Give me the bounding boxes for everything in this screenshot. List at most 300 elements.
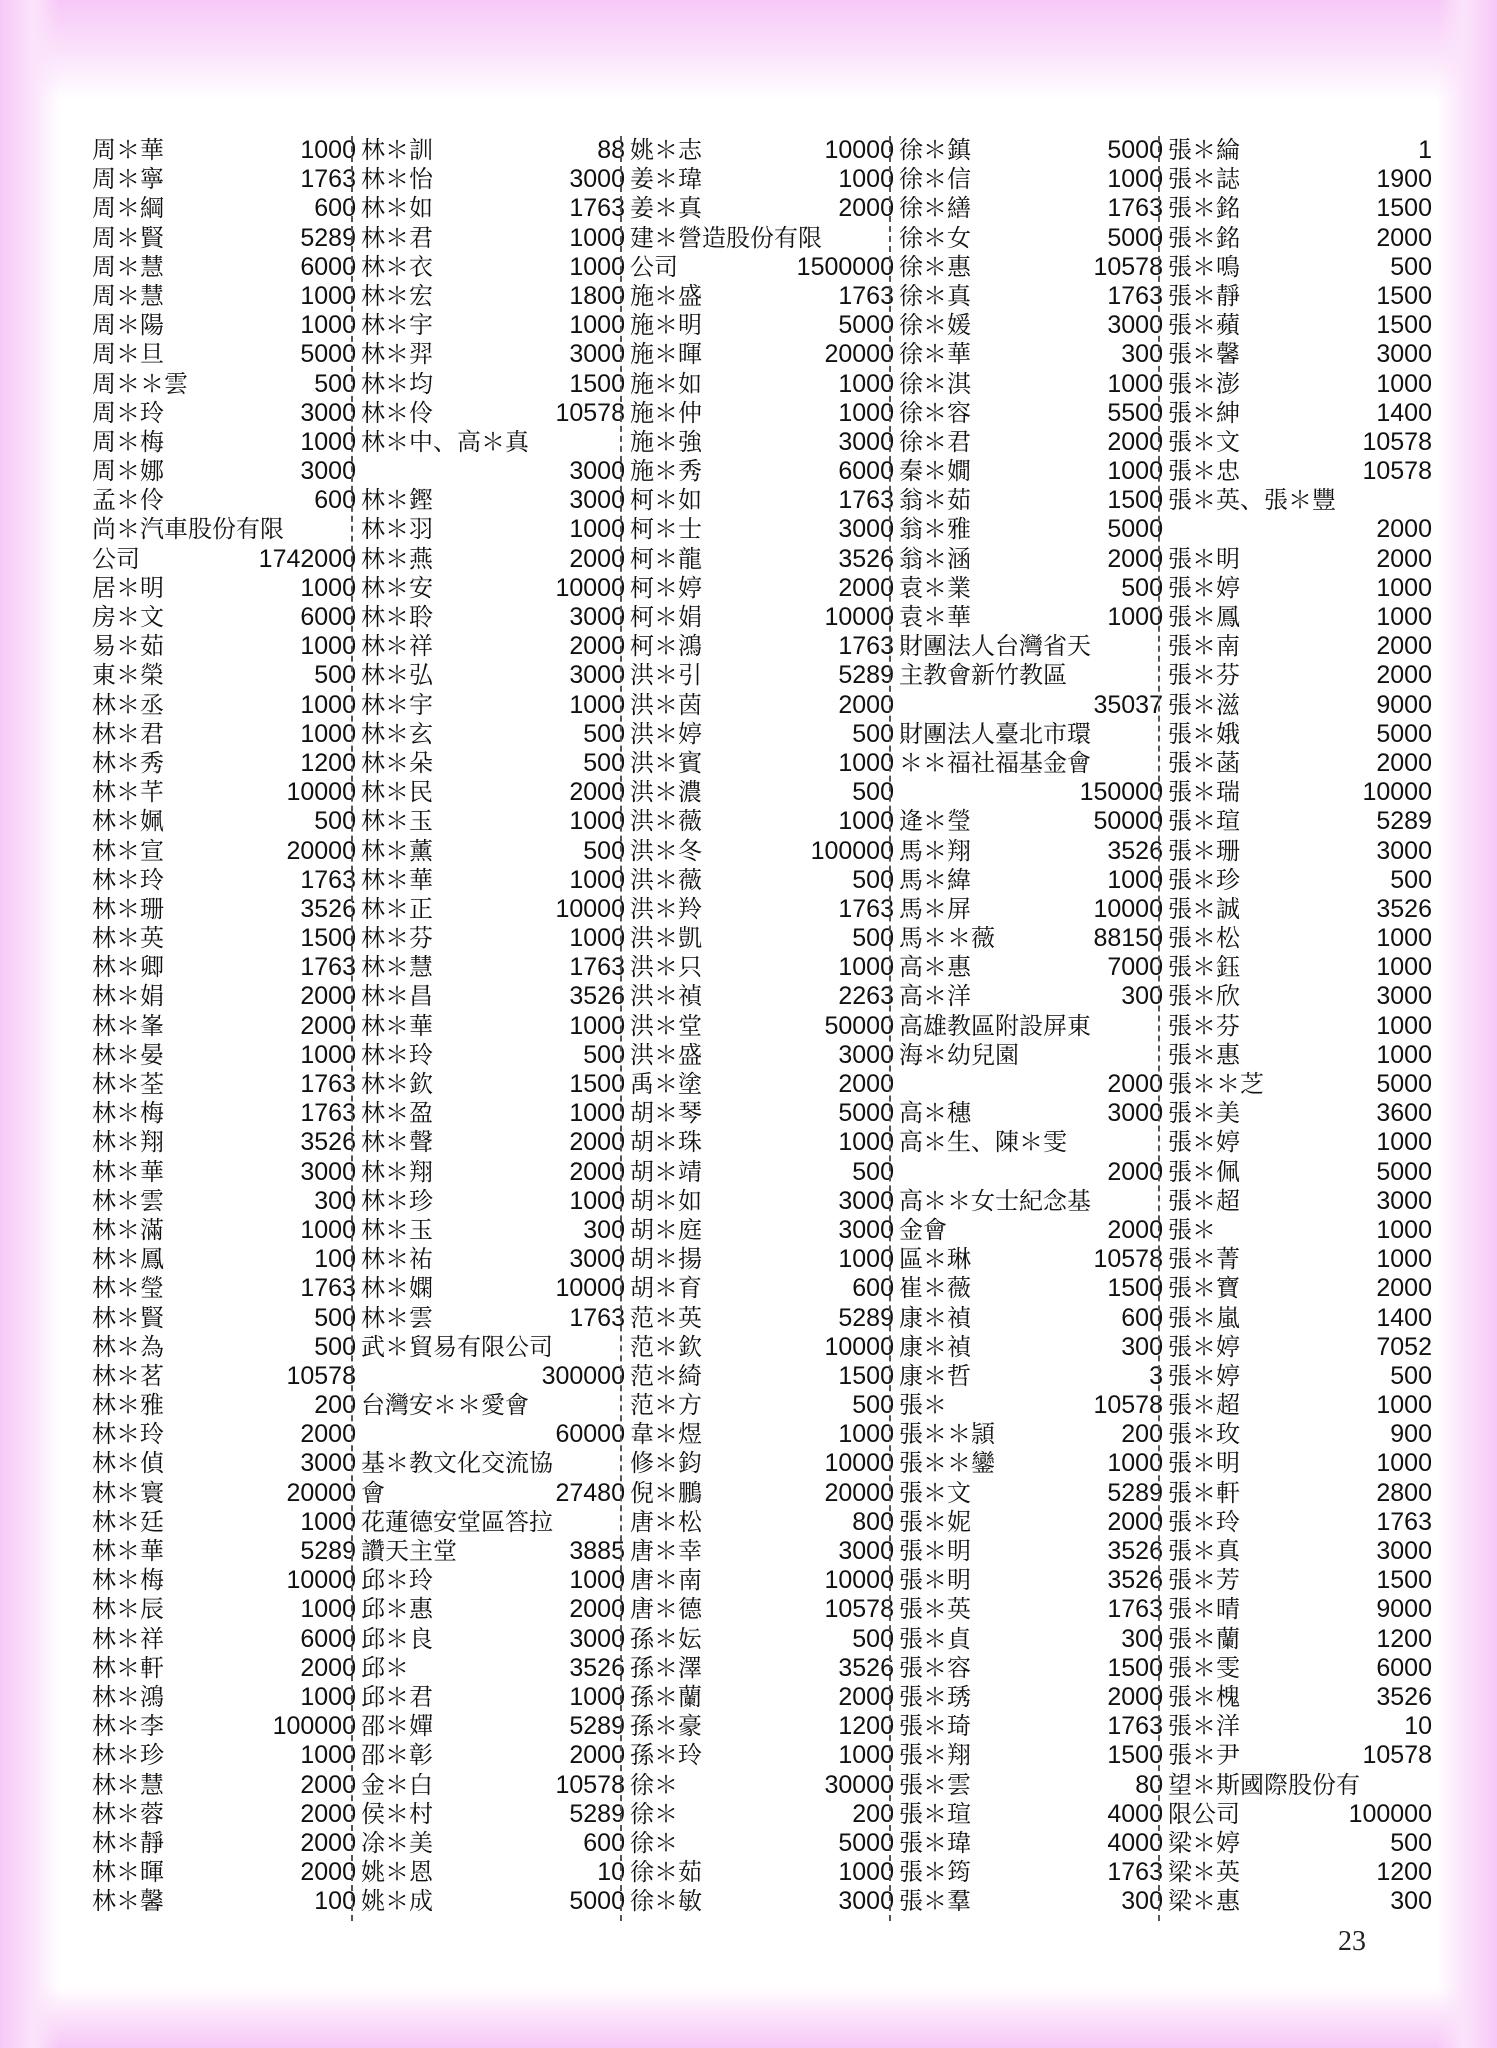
- donor-row: [92, 866, 356, 895]
- donation-amount: 1000: [838, 807, 894, 836]
- donor-row: [899, 1070, 1163, 1099]
- donor-row: [361, 1041, 625, 1070]
- donor-row: [899, 749, 1163, 778]
- donor-name: 張＊婷: [1168, 573, 1240, 602]
- donor-name: 張＊瑋: [899, 1828, 971, 1857]
- donation-amount: 3: [1149, 1361, 1163, 1390]
- donor-row: [361, 1537, 625, 1566]
- donation-amount: 1000: [1376, 1245, 1432, 1274]
- donor-row: [361, 1362, 625, 1391]
- donor-name: 林＊怡: [361, 165, 433, 194]
- donor-name: 張＊＊芝: [1168, 1070, 1264, 1098]
- donation-amount: 2000: [1107, 1157, 1163, 1186]
- donation-amount: 7052: [1376, 1332, 1432, 1361]
- donor-name: 張＊美: [1168, 1099, 1240, 1128]
- donor-row: [630, 1683, 894, 1712]
- donor-row: [1168, 1508, 1432, 1537]
- donation-amount: 3000: [569, 340, 625, 369]
- donor-name: 孟＊伶: [92, 486, 164, 515]
- donor-name: 施＊明: [630, 311, 702, 340]
- donor-row: [361, 1566, 625, 1595]
- donation-amount: 500: [1390, 1361, 1432, 1390]
- donation-amount: 3000: [569, 165, 625, 194]
- donor-name: 林＊薰: [361, 836, 433, 865]
- donation-amount: 1500: [300, 924, 356, 953]
- donor-row: [92, 1070, 356, 1099]
- donor-name: 柯＊鴻: [630, 632, 702, 661]
- donor-name: 徐＊: [630, 1799, 678, 1828]
- donation-amount: 2000: [300, 1858, 356, 1887]
- donor-name: 林＊梅: [92, 1566, 164, 1595]
- donor-row: [1168, 603, 1432, 632]
- donor-row: [361, 982, 625, 1011]
- donation-amount: 10578: [1362, 427, 1432, 456]
- donor-name: 邱＊君: [361, 1682, 433, 1711]
- donor-name: 馬＊翔: [899, 836, 971, 865]
- donor-name: 張＊南: [1168, 632, 1240, 661]
- donor-name: 林＊慧: [361, 953, 433, 982]
- donor-row: [361, 1391, 625, 1420]
- donor-name: 凃＊美: [361, 1828, 433, 1857]
- donor-name: 林＊鳳: [92, 1245, 164, 1274]
- donor-name: 林＊均: [361, 369, 433, 398]
- donor-name: 徐＊繕: [899, 194, 971, 223]
- donation-amount: 2000: [1376, 223, 1432, 252]
- donor-row: [361, 1187, 625, 1216]
- donor-row: [1168, 895, 1432, 924]
- donor-row: [92, 1479, 356, 1508]
- donation-amount: 1000: [300, 719, 356, 748]
- donor-row: [92, 1829, 356, 1858]
- donor-name: 胡＊如: [630, 1186, 702, 1215]
- donor-row: [92, 1128, 356, 1157]
- donor-name: 張＊瑄: [899, 1799, 971, 1828]
- donation-amount: 500: [1390, 1828, 1432, 1857]
- donor-name: 徐＊媛: [899, 311, 971, 340]
- donor-name: 張＊芬: [1168, 1011, 1240, 1040]
- donor-name: 張＊珊: [1168, 836, 1240, 865]
- donor-name: 張＊寶: [1168, 1274, 1240, 1303]
- donor-row: [899, 1887, 1163, 1916]
- donor-row: [1168, 691, 1432, 720]
- donor-row: [1168, 1771, 1432, 1800]
- donor-row: [899, 545, 1163, 574]
- donation-amount: 6000: [838, 457, 894, 486]
- donor-row: [630, 1128, 894, 1157]
- frame-bottom-gradient: [0, 1988, 1497, 2048]
- donation-amount: 1763: [300, 165, 356, 194]
- donor-name: 張＊芬: [1168, 661, 1240, 690]
- donation-amount: 1000: [300, 1507, 356, 1536]
- donor-row: [92, 1508, 356, 1537]
- donor-row: [1168, 1158, 1432, 1187]
- donor-name: 林＊民: [361, 778, 433, 807]
- donation-amount: 2000: [300, 1653, 356, 1682]
- donor-row: [630, 632, 894, 661]
- donation-amount: 2000: [838, 194, 894, 223]
- donation-amount: 3526: [300, 894, 356, 923]
- donation-amount: 1763: [1107, 281, 1163, 310]
- donor-row: [361, 953, 625, 982]
- donor-row: [630, 282, 894, 311]
- donor-name: 洪＊堂: [630, 1011, 702, 1040]
- donation-amount: 100000: [272, 1712, 356, 1741]
- donor-row: [1168, 486, 1432, 515]
- donation-amount: 2000: [1376, 632, 1432, 661]
- donor-row: [92, 807, 356, 836]
- donation-amount: 1763: [1107, 1858, 1163, 1887]
- donor-name: 張＊婷: [1168, 1361, 1240, 1390]
- donation-amount: 3000: [1107, 311, 1163, 340]
- donor-name: 張＊文: [899, 1478, 971, 1507]
- donor-name: 張＊紳: [1168, 398, 1240, 427]
- donation-amount: 500: [852, 865, 894, 894]
- donation-amount: 3000: [838, 515, 894, 544]
- donor-row: [899, 1420, 1163, 1449]
- donor-name: 林＊鏗: [361, 486, 433, 515]
- donor-name: 韋＊煜: [630, 1420, 702, 1449]
- donor-row: [92, 1420, 356, 1449]
- donation-amount: 1763: [838, 486, 894, 515]
- donor-row: [899, 1829, 1163, 1858]
- donor-column-1: [92, 136, 356, 1921]
- donation-amount: 10: [1404, 1712, 1432, 1741]
- donor-name: 林＊玲: [361, 1040, 433, 1069]
- donor-name: 徐＊: [630, 1828, 678, 1857]
- donation-amount: 1000: [569, 690, 625, 719]
- donation-amount: 10578: [1093, 1245, 1163, 1274]
- donation-amount: 10000: [286, 778, 356, 807]
- donor-name: 張＊綸: [1168, 136, 1240, 164]
- donor-row: [361, 866, 625, 895]
- donor-row: [92, 924, 356, 953]
- donation-amount: 6000: [1376, 1653, 1432, 1682]
- donation-amount: 1000: [838, 953, 894, 982]
- donor-row: [1168, 749, 1432, 778]
- donation-amount: 10578: [1093, 252, 1163, 281]
- donor-row: [361, 837, 625, 866]
- donor-name: 柯＊龍: [630, 544, 702, 573]
- donor-row: [361, 807, 625, 836]
- donor-name: 范＊方: [630, 1391, 702, 1420]
- donation-amount: 3000: [1376, 340, 1432, 369]
- donation-amount: 300: [1121, 1624, 1163, 1653]
- donor-name: 張＊: [1168, 1215, 1216, 1244]
- donation-amount: 2000: [300, 1828, 356, 1857]
- donor-row: [361, 691, 625, 720]
- donation-amount: 100000: [810, 836, 894, 865]
- donor-row: [630, 515, 894, 544]
- donation-amount: 10578: [1093, 1391, 1163, 1420]
- donation-amount: 10000: [286, 1566, 356, 1595]
- donation-amount: 50000: [1093, 807, 1163, 836]
- donor-name: 房＊文: [92, 603, 164, 631]
- donor-row: [899, 1274, 1163, 1303]
- donation-amount: 1763: [838, 632, 894, 661]
- donor-row: [361, 224, 625, 253]
- donor-name: 施＊秀: [630, 457, 702, 486]
- donation-amount: 5000: [838, 311, 894, 340]
- donor-row: [92, 895, 356, 924]
- page-number: 23: [1338, 1926, 1366, 1957]
- donor-name: 張＊真: [1168, 1537, 1240, 1565]
- donor-name: 公司: [92, 544, 140, 573]
- donor-name: 林＊偵: [92, 1449, 164, 1478]
- donor-row: [361, 749, 625, 778]
- donor-name: 馬＊緯: [899, 865, 971, 894]
- donation-amount: 2000: [300, 982, 356, 1011]
- donation-amount: 1000: [569, 1011, 625, 1040]
- donor-name: 東＊榮: [92, 661, 164, 690]
- donor-row: [1168, 165, 1432, 194]
- donation-amount: 600: [314, 194, 356, 223]
- donation-amount: 30000: [824, 1770, 894, 1799]
- donation-amount: 2000: [1107, 1507, 1163, 1536]
- donation-amount: 600: [852, 1274, 894, 1303]
- donation-amount: 10578: [286, 1361, 356, 1390]
- donation-amount: 1000: [569, 865, 625, 894]
- donor-row: [899, 224, 1163, 253]
- donation-amount: 5000: [1376, 719, 1432, 748]
- donor-name: 林＊華: [92, 1537, 164, 1565]
- donor-name: 林＊翔: [361, 1157, 433, 1186]
- donor-row: [899, 691, 1163, 720]
- donor-row: [630, 1829, 894, 1858]
- donor-name: 唐＊德: [630, 1595, 702, 1624]
- donor-row: [899, 720, 1163, 749]
- donor-row: [92, 545, 356, 574]
- donation-amount: 200: [314, 1391, 356, 1420]
- donor-row: [630, 1420, 894, 1449]
- donor-name: 胡＊珠: [630, 1128, 702, 1157]
- donor-name: 林＊軒: [92, 1653, 164, 1682]
- donation-amount: 2263: [838, 982, 894, 1011]
- donor-row: [92, 1771, 356, 1800]
- donor-row: [1168, 661, 1432, 690]
- donor-name: 林＊祐: [361, 1245, 433, 1274]
- donor-row: [630, 1274, 894, 1303]
- donor-row: [92, 1449, 356, 1478]
- donor-row: [630, 1654, 894, 1683]
- donor-name: 周＊＊雲: [92, 369, 188, 398]
- donor-row: [1168, 1800, 1432, 1829]
- donation-amount: 1000: [838, 1420, 894, 1449]
- donor-row: [899, 311, 1163, 340]
- donor-name: 邱＊: [361, 1653, 409, 1682]
- donor-name: 台灣安＊＊愛會: [361, 1391, 529, 1420]
- donation-amount: 500: [1390, 252, 1432, 281]
- donor-name: 周＊寧: [92, 165, 164, 194]
- donation-amount: 500: [852, 778, 894, 807]
- donation-amount: 5289: [300, 223, 356, 252]
- donation-amount: 1400: [1376, 398, 1432, 427]
- donor-name: 林＊蓉: [92, 1799, 164, 1828]
- donation-amount: 3526: [569, 1653, 625, 1682]
- donor-row: [899, 370, 1163, 399]
- donor-row: [92, 1333, 356, 1362]
- donor-row: [630, 1479, 894, 1508]
- donor-row: [1168, 574, 1432, 603]
- donation-amount: 5000: [1107, 223, 1163, 252]
- donor-name: 周＊賢: [92, 223, 164, 252]
- donation-amount: 5000: [1376, 1157, 1432, 1186]
- donation-amount: 3000: [300, 398, 356, 427]
- donation-amount: 1000: [838, 748, 894, 777]
- donor-row: [1168, 1625, 1432, 1654]
- donor-row: [1168, 1449, 1432, 1478]
- donor-row: [899, 1771, 1163, 1800]
- donation-amount: 1742000: [258, 544, 356, 573]
- donor-row: [1168, 1683, 1432, 1712]
- donor-row: [1168, 370, 1432, 399]
- donation-amount: 1500: [1376, 1566, 1432, 1595]
- donor-name: 徐＊女: [899, 223, 971, 252]
- donor-row: [899, 1158, 1163, 1187]
- donation-amount: 1000: [300, 1040, 356, 1069]
- donor-name: 張＊雯: [1168, 1653, 1240, 1682]
- donor-name: 林＊訓: [361, 136, 433, 164]
- donation-amount: 300: [1121, 1332, 1163, 1361]
- donation-amount: 500: [314, 369, 356, 398]
- donation-amount: 10000: [1093, 894, 1163, 923]
- donor-row: [630, 603, 894, 632]
- donor-row: [630, 165, 894, 194]
- donor-name: 洪＊引: [630, 661, 702, 690]
- donor-row: [630, 574, 894, 603]
- donation-amount: 10578: [555, 398, 625, 427]
- donor-row: [630, 1508, 894, 1537]
- donor-name: 姜＊真: [630, 194, 702, 223]
- donation-amount: 1763: [1107, 1595, 1163, 1624]
- donor-row: [630, 1012, 894, 1041]
- donation-amount: 1000: [1107, 165, 1163, 194]
- donor-row: [361, 1099, 625, 1128]
- donor-row: [361, 1625, 625, 1654]
- donor-row: [361, 370, 625, 399]
- donor-name: 林＊梅: [92, 1099, 164, 1128]
- donation-amount: 2000: [1107, 544, 1163, 573]
- donor-name: 胡＊育: [630, 1274, 702, 1303]
- donor-row: [361, 1508, 625, 1537]
- donor-row: [899, 1625, 1163, 1654]
- donor-name: 姚＊志: [630, 136, 702, 164]
- donor-row: [630, 1187, 894, 1216]
- donor-row: [630, 1099, 894, 1128]
- donor-name: 周＊華: [92, 136, 164, 164]
- donation-amount: 88: [597, 136, 625, 164]
- donor-row: [899, 1595, 1163, 1624]
- donor-name: 翁＊雅: [899, 515, 971, 544]
- donor-name: 邵＊嬋: [361, 1712, 433, 1741]
- donor-name: 洪＊凱: [630, 924, 702, 953]
- donor-row: [92, 1362, 356, 1391]
- donor-row: [630, 399, 894, 428]
- donation-amount: 3000: [838, 1215, 894, 1244]
- donor-name: 洪＊盛: [630, 1040, 702, 1069]
- donor-name: 徐＊鎮: [899, 136, 971, 164]
- donor-name: 張＊雲: [899, 1770, 971, 1799]
- donor-row: [1168, 807, 1432, 836]
- donor-name: 張＊忠: [1168, 457, 1240, 486]
- donor-row: [1168, 720, 1432, 749]
- donor-row: [361, 428, 625, 457]
- donor-name: 翁＊茹: [899, 486, 971, 515]
- donation-amount: 3000: [300, 457, 356, 486]
- donor-name: 林＊娟: [92, 982, 164, 1011]
- donor-row: [630, 1741, 894, 1770]
- donor-row: [361, 661, 625, 690]
- donor-row: [899, 982, 1163, 1011]
- donation-amount: 2000: [838, 573, 894, 602]
- donor-row: [899, 1712, 1163, 1741]
- donor-name: 洪＊冬: [630, 836, 702, 865]
- donor-name: 林＊正: [361, 894, 433, 923]
- donor-column-3: [630, 136, 894, 1921]
- donation-amount: 3000: [569, 1624, 625, 1653]
- donor-row: [899, 165, 1163, 194]
- donation-amount: 3000: [569, 1245, 625, 1274]
- donation-amount: 1763: [569, 1303, 625, 1332]
- donor-name: 張＊: [899, 1391, 947, 1420]
- donation-amount: 1500: [569, 369, 625, 398]
- donor-name: 林＊丞: [92, 690, 164, 719]
- donation-amount: 1000: [838, 1245, 894, 1274]
- donor-row: [630, 1537, 894, 1566]
- donor-row: [1168, 1391, 1432, 1420]
- donation-amount: 2000: [1107, 1070, 1163, 1098]
- donor-row: [1168, 428, 1432, 457]
- donor-row: [1168, 515, 1432, 544]
- donor-row: [630, 807, 894, 836]
- donor-name: 梁＊英: [1168, 1858, 1240, 1887]
- donor-name: 姜＊瑋: [630, 165, 702, 194]
- donor-row: [361, 1829, 625, 1858]
- donor-name: 徐＊敏: [630, 1887, 702, 1916]
- donor-name: 高雄教區附設屏東: [899, 1011, 1091, 1040]
- donor-name: 區＊琳: [899, 1245, 971, 1274]
- donor-row: [92, 1683, 356, 1712]
- donor-row: [630, 1800, 894, 1829]
- donor-name: 林＊朵: [361, 748, 433, 777]
- donor-row: [1168, 953, 1432, 982]
- donor-name: 林＊滿: [92, 1215, 164, 1244]
- donor-row: [361, 1070, 625, 1099]
- donor-row: [1168, 1712, 1432, 1741]
- donation-amount: 100: [314, 1245, 356, 1274]
- donor-row: [92, 1012, 356, 1041]
- donation-amount: 3000: [838, 1887, 894, 1916]
- donor-name: 林＊珍: [361, 1186, 433, 1215]
- donor-name: 林＊雲: [361, 1303, 433, 1332]
- donor-name: 張＊英、張＊豐: [1168, 486, 1336, 515]
- donation-amount: 600: [1121, 1303, 1163, 1332]
- donor-name: 張＊澎: [1168, 369, 1240, 398]
- donor-row: [1168, 1333, 1432, 1362]
- donor-row: [1168, 340, 1432, 369]
- donor-row: [630, 866, 894, 895]
- donor-row: [630, 1858, 894, 1887]
- donation-amount: 1000: [569, 1099, 625, 1128]
- donor-row: [361, 1158, 625, 1187]
- donor-row: [361, 1771, 625, 1800]
- donor-row: [1168, 1858, 1432, 1887]
- donation-amount: 2000: [569, 1128, 625, 1157]
- donor-name: 張＊槐: [1168, 1682, 1240, 1711]
- donation-amount: 2000: [569, 778, 625, 807]
- donor-row: [92, 720, 356, 749]
- donor-name: 張＊銘: [1168, 194, 1240, 223]
- donor-row: [92, 1537, 356, 1566]
